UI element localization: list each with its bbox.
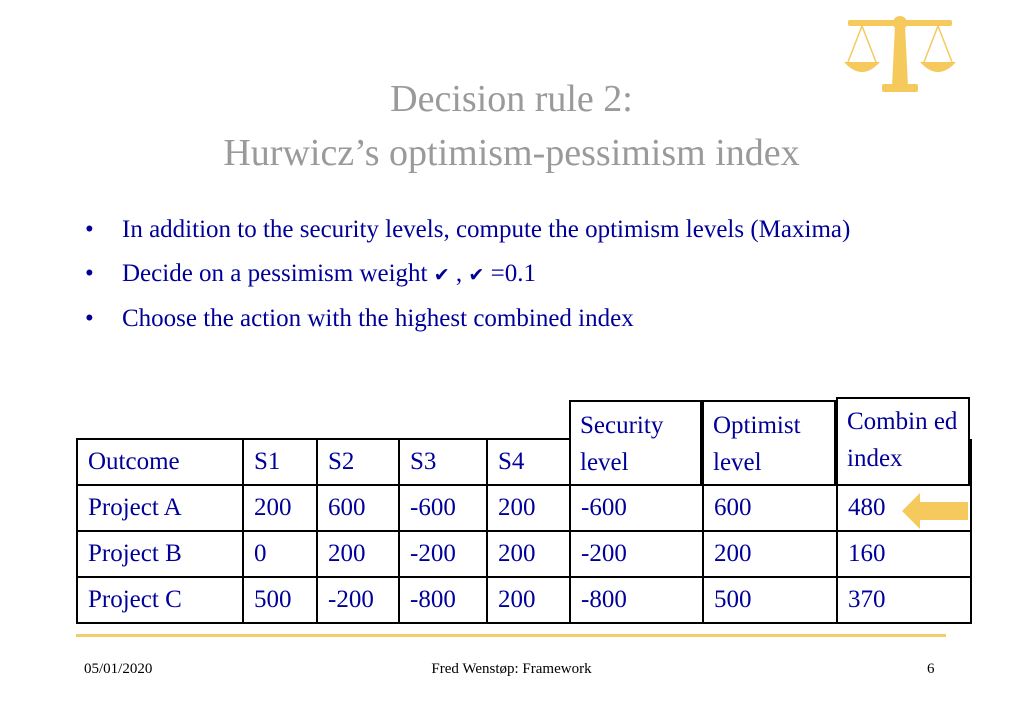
footer-divider	[76, 634, 946, 637]
bullet-text: Choose the action with the highest combined index	[122, 305, 634, 332]
security-level-header-text: Security level	[580, 412, 664, 476]
bullet-item	[85, 302, 935, 336]
bullet-text: Decide on a pessimism weight	[122, 260, 434, 287]
bullet-text-suffix: =0.1	[484, 260, 536, 287]
bullet-text-mid: ,	[449, 260, 469, 287]
table-row	[77, 485, 971, 531]
table-cell: -800	[399, 577, 487, 623]
title-line-1: Decision rule 2:	[390, 78, 633, 120]
title-line-2: Hurwicz’s optimism-pessimism index	[223, 132, 800, 174]
header-cell: S2	[317, 439, 399, 485]
combined-cell: 160	[837, 531, 971, 577]
table-row	[77, 577, 971, 623]
table-cell: Project A	[77, 485, 243, 531]
bullet-list	[85, 213, 935, 346]
header-cell: S4	[487, 439, 570, 485]
optimism-cell: 500	[703, 577, 837, 623]
table-cell: 200	[487, 531, 570, 577]
header-spacer	[570, 439, 703, 485]
check-symbol: ✔	[468, 264, 485, 286]
slide-title	[0, 72, 1023, 180]
combined-index-header-text: Combin ed index	[847, 408, 958, 472]
footer-page-number: 6	[927, 661, 935, 677]
footer-author: Fred Wenstøp: Framework	[431, 661, 592, 677]
header-cell: Outcome	[77, 439, 243, 485]
security-cell: -200	[570, 531, 703, 577]
table-cell: Project B	[77, 531, 243, 577]
table-cell: 200	[487, 577, 570, 623]
header-cell: S1	[243, 439, 317, 485]
table-cell: 500	[243, 577, 317, 623]
bullet-item	[85, 213, 935, 247]
table-row	[77, 531, 971, 577]
combined-cell: 480	[837, 485, 971, 531]
table-header-row	[77, 439, 971, 485]
optimism-cell: 200	[703, 531, 837, 577]
combined-cell: 370	[837, 577, 971, 623]
bullet-item	[85, 257, 935, 292]
header-cell: S3	[399, 439, 487, 485]
table-cell: -600	[399, 485, 487, 531]
table-cell: -200	[317, 577, 399, 623]
footer-date: 05/01/2020	[84, 661, 153, 677]
table-cell: Project C	[77, 577, 243, 623]
bullet-dot: •	[85, 260, 94, 287]
table-cell: 200	[317, 531, 399, 577]
table-cell: -200	[399, 531, 487, 577]
bullet-dot: •	[85, 216, 94, 243]
left-arrow-icon	[902, 493, 968, 529]
security-cell: -600	[570, 485, 703, 531]
header-spacer	[837, 439, 971, 485]
optimism-level-header-text: Optimist level	[713, 412, 801, 476]
table-cell: 200	[243, 485, 317, 531]
outcome-table	[76, 438, 972, 624]
security-cell: -800	[570, 577, 703, 623]
table-cell: 200	[487, 485, 570, 531]
check-symbol: ✔	[433, 264, 450, 286]
bullet-dot: •	[85, 305, 94, 332]
table-cell: 0	[243, 531, 317, 577]
bullet-text: In addition to the security levels, compute the optimism levels (Maxima)	[122, 216, 851, 243]
table-cell: 600	[317, 485, 399, 531]
optimism-cell: 600	[703, 485, 837, 531]
header-spacer	[703, 439, 837, 485]
